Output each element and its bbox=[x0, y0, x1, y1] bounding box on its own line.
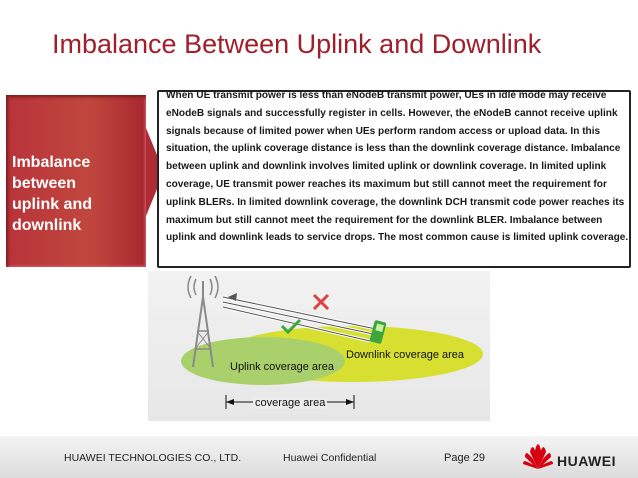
cross-icon bbox=[314, 295, 328, 309]
footer-confidential: Huawei Confidential bbox=[283, 452, 377, 464]
slide-title: Imbalance Between Uplink and Downlink bbox=[52, 29, 542, 59]
side-label bbox=[12, 152, 92, 236]
side-label-line: downlink bbox=[12, 217, 82, 234]
side-label-line: Imbalance bbox=[12, 154, 91, 171]
downlink-coverage-label: Downlink coverage area bbox=[346, 349, 465, 361]
coverage-diagram bbox=[148, 271, 490, 421]
side-label-line: between bbox=[12, 175, 77, 192]
page-number: Page 29 bbox=[444, 452, 485, 464]
huawei-petal-logo-icon bbox=[522, 443, 554, 476]
body-text: When UE transmit power is less than eNodeB transmit power, UEs in idle mode may receive eNodeB signals and successfully register in cells. However, the eNodeB cannot receive uplink signals because of limited power when UEs perform random access or upload data. In this situation, the uplink coverage distance is less than the downlink coverage distance. Imbalance between uplink and downlink involves limited uplink or downlink coverage. In limited uplink coverage, UE transmit power reaches its maximum but still cannot meet the requirement for uplink BLERs. In limited downlink coverage, the downlink DCH transmit code power reaches its maximum but still cannot meet the requirement for the downlink BLER. Imbalance between uplink and downlink leads to service drops. The most common cause is limited uplink coverage. bbox=[166, 90, 629, 244]
coverage-area-label: coverage area bbox=[255, 397, 326, 409]
brand-name: HUAWEI bbox=[557, 453, 616, 469]
uplink-coverage-label: Uplink coverage area bbox=[230, 361, 334, 373]
side-label-line: uplink and bbox=[12, 196, 92, 213]
footer-company: HUAWEI TECHNOLOGIES CO., LTD. bbox=[64, 452, 242, 464]
